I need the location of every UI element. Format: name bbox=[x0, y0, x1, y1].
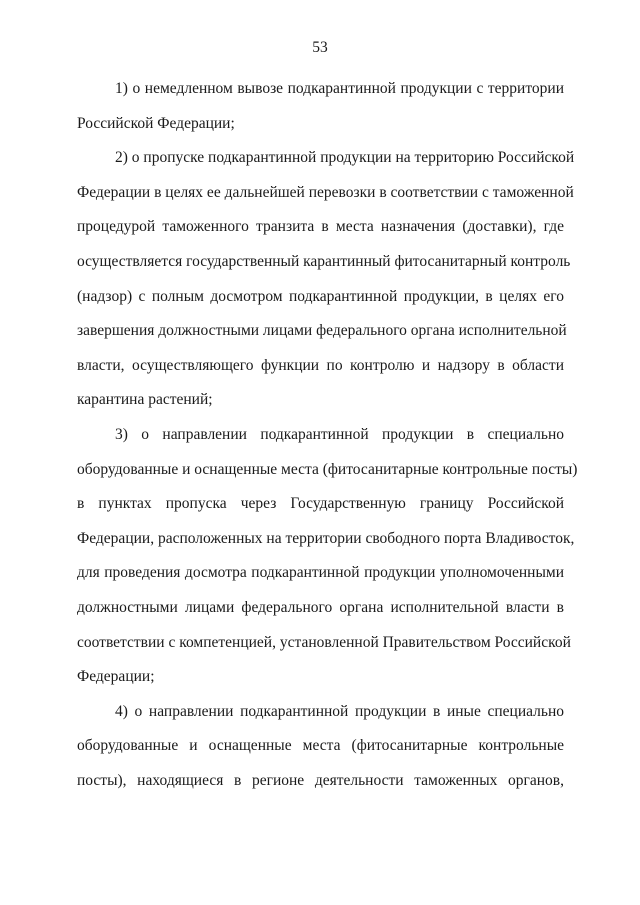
text-line: посты), находящиеся в регионе деятельности таможенных органов, bbox=[77, 771, 564, 789]
text-line: Федерации, расположенных на территории свободного порта Владивосток, bbox=[77, 529, 575, 547]
text-line: процедурой таможенного транзита в места назначения (доставки), где bbox=[77, 218, 564, 236]
text-line: завершения должностными лицами федерального органа исполнительной bbox=[77, 322, 567, 340]
text-line: Федерации в целях ее дальнейшей перевозки в соответствии с таможенной bbox=[77, 183, 574, 201]
text-line: Федерации; bbox=[77, 668, 155, 686]
text-line: соответствии с компетенцией, установленной Правительством Российской bbox=[77, 633, 571, 651]
text-line: осуществляется государственный карантинный фитосанитарный контроль bbox=[77, 252, 571, 270]
text-line: 4) о направлении подкарантинной продукции в иные специально bbox=[115, 702, 564, 720]
paragraph-3 bbox=[77, 418, 578, 695]
text-line: для проведения досмотра подкарантинной продукции уполномоченными bbox=[77, 564, 564, 582]
text-line: карантина растений; bbox=[77, 391, 213, 409]
paragraph-2 bbox=[77, 141, 575, 418]
text-line: в пунктах пропуска через Государственную границу Российской bbox=[77, 495, 564, 513]
document-body bbox=[77, 72, 578, 798]
text-line: 3) о направлении подкарантинной продукции в специально bbox=[115, 425, 564, 443]
paragraph-4 bbox=[77, 695, 564, 799]
paragraph-1 bbox=[77, 72, 564, 141]
text-line: 1) о немедленном вывозе подкарантинной продукции с территории bbox=[115, 80, 564, 97]
text-line: оборудованные и оснащенные места (фитосанитарные контрольные bbox=[77, 737, 564, 755]
text-line: (надзор) с полным досмотром подкарантинной продукции, в целях его bbox=[77, 287, 564, 305]
text-line: Российской Федерации; bbox=[77, 114, 235, 132]
text-line: оборудованные и оснащенные места (фитосанитарные контрольные посты) bbox=[77, 460, 578, 478]
text-line: должностными лицами федерального органа исполнительной власти в bbox=[77, 598, 564, 616]
text-line: власти, осуществляющего функции по контролю и надзору в области bbox=[77, 356, 564, 374]
page-number: 53 bbox=[312, 39, 328, 56]
text-line: 2) о пропуске подкарантинной продукции на территорию Российской bbox=[115, 149, 575, 167]
